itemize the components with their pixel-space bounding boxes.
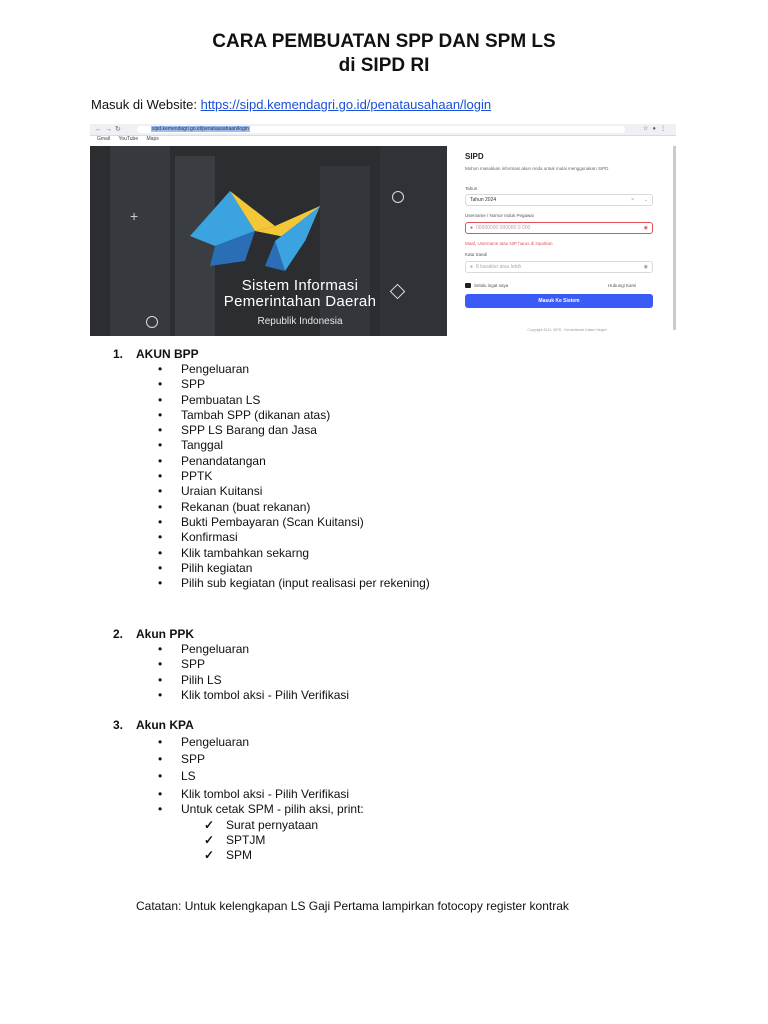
list-item: • SPP xyxy=(158,377,430,392)
username-error: Maaf, Username atau NIP harus di inputkan xyxy=(465,241,553,246)
check-list-item: ✓ SPTJM xyxy=(204,833,318,848)
password-placeholder: 8 karakter atau lebih xyxy=(476,264,522,270)
section-heading-akun-bpp xyxy=(113,347,199,361)
browser-address-bar[interactable] xyxy=(137,126,625,133)
hero-subtitle: Republik Indonesia xyxy=(257,316,343,327)
hero-title-line-2: Pemerintahan Daerah xyxy=(223,293,377,310)
hero-title xyxy=(150,278,447,310)
help-link[interactable]: Hubungi Kami xyxy=(608,283,637,288)
section-heading-akun-ppk xyxy=(113,627,194,641)
tahun-select[interactable] xyxy=(465,194,653,206)
list-item: • LS xyxy=(158,769,364,787)
list-item: • Pilih sub kegiatan (input realisasi per rekening) xyxy=(158,576,430,591)
browser-nav-icons: ←→↻ xyxy=(95,126,124,133)
section-number: 3. xyxy=(113,718,124,732)
bookmark-youtube[interactable]: YouTube xyxy=(118,136,139,142)
section-number: 2. xyxy=(113,627,124,641)
list-akun-bpp xyxy=(158,362,430,591)
bookmarks-bar xyxy=(90,136,676,145)
form-brand: SIPD xyxy=(465,152,484,161)
list-item: • Pilih LS xyxy=(158,673,349,688)
list-item: • Pilih kegiatan xyxy=(158,561,430,576)
title-line-2: di SIPD RI xyxy=(338,55,430,76)
list-item: • Klik tombol aksi - Pilih Verifikasi xyxy=(158,787,364,802)
list-item: • Untuk cetak SPM - pilih aksi, print: xyxy=(158,802,364,817)
form-intro: Mohon masukkan informasi akun Anda untuk mulai menggunakan SIPD xyxy=(465,166,609,171)
section-title: Akun KPA xyxy=(136,718,194,732)
eye-off-icon[interactable]: ◉ xyxy=(643,264,648,270)
bookmark-maps[interactable]: Maps xyxy=(146,136,159,142)
section-title: Akun PPK xyxy=(136,627,195,641)
clear-icon[interactable]: × xyxy=(631,197,634,203)
hero-plus-icon: + xyxy=(130,208,139,224)
website-label: Masuk di Website: xyxy=(91,97,201,112)
login-screenshot xyxy=(90,124,676,336)
username-label: Username / Nomor Induk Pegawai xyxy=(465,213,534,218)
hero-image xyxy=(90,146,447,336)
list-item: • Pengeluaran xyxy=(158,642,349,657)
section-title: AKUN BPP xyxy=(136,347,199,361)
list-item: • Klik tombol aksi - Pilih Verifikasi xyxy=(158,688,349,703)
list-akun-ppk xyxy=(158,642,349,703)
password-input[interactable] xyxy=(465,261,653,273)
list-akun-kpa xyxy=(158,735,364,818)
browser-url: sipd.kemendagri.go.id/penatausahaan/login xyxy=(152,126,249,132)
remember-label: Selalu ingat saya xyxy=(474,283,509,288)
document-title xyxy=(0,30,768,78)
scrollbar[interactable] xyxy=(673,146,676,330)
check-list-item: ✓ Surat pernyataan xyxy=(204,818,318,833)
list-item: • Bukti Pembayaran (Scan Kuitansi) xyxy=(158,515,430,530)
section-heading-akun-kpa xyxy=(113,718,194,732)
list-item: • SPP LS Barang dan Jasa xyxy=(158,423,430,438)
user-icon: ● xyxy=(470,225,474,231)
list-item: • Pembuatan LS xyxy=(158,393,430,408)
tahun-value: Tahun 2024 xyxy=(470,197,497,203)
list-item: • PPTK xyxy=(158,469,430,484)
footnote: Catatan: Untuk kelengkapan LS Gaji Pertama lampirkan fotocopy register kontrak xyxy=(136,899,569,913)
submit-button[interactable]: Masuk Ke Sistem xyxy=(465,294,653,308)
browser-toolbar xyxy=(90,124,676,136)
hero-title-line-1: Sistem Informasi xyxy=(241,277,359,294)
eye-icon[interactable]: ◉ xyxy=(643,225,648,231)
list-item: • Tanggal xyxy=(158,438,430,453)
website-link[interactable]: https://sipd.kemendagri.go.id/penatausahaan/login xyxy=(200,97,492,112)
browser-tool-icons: ☆●⋮ xyxy=(642,126,670,132)
check-list-item: ✓ SPM xyxy=(204,848,318,863)
sipd-logo-icon xyxy=(190,186,330,276)
website-line xyxy=(91,97,491,112)
list-item: • Pengeluaran xyxy=(158,362,430,377)
list-item: • Penandatangan xyxy=(158,454,430,469)
remember-checkbox[interactable] xyxy=(465,283,508,288)
copyright-text: Copyright 2024, SIPD - Kementerian Dalam Negeri xyxy=(527,328,607,332)
password-label: Kata Sandi xyxy=(465,252,488,257)
tahun-label: Tahun xyxy=(465,186,478,191)
list-item: • Konfirmasi xyxy=(158,530,430,545)
sublist-cetak-spm xyxy=(204,818,318,863)
list-item: • SPP xyxy=(158,657,349,672)
login-form xyxy=(458,146,676,336)
list-item: • Pengeluaran xyxy=(158,735,364,752)
section-number: 1. xyxy=(113,347,124,361)
list-item: • Rekanan (buat rekanan) xyxy=(158,500,430,515)
lock-icon: ● xyxy=(470,264,474,270)
hero-circle-icon xyxy=(392,191,404,203)
username-input[interactable] xyxy=(465,222,653,234)
list-item: • Uraian Kuitansi xyxy=(158,484,430,499)
username-placeholder: 00000000 000000 0 000 xyxy=(476,225,531,231)
list-item: • SPP xyxy=(158,752,364,769)
list-item: • Tambah SPP (dikanan atas) xyxy=(158,408,430,423)
list-item: • Klik tambahkan sekarng xyxy=(158,546,430,561)
bookmark-gmail[interactable]: Gmail xyxy=(97,136,111,142)
chevron-down-icon[interactable]: ⌄ xyxy=(643,197,648,203)
title-line-1: CARA PEMBUATAN SPP DAN SPM LS xyxy=(212,31,556,52)
checkbox-icon[interactable] xyxy=(465,283,471,288)
